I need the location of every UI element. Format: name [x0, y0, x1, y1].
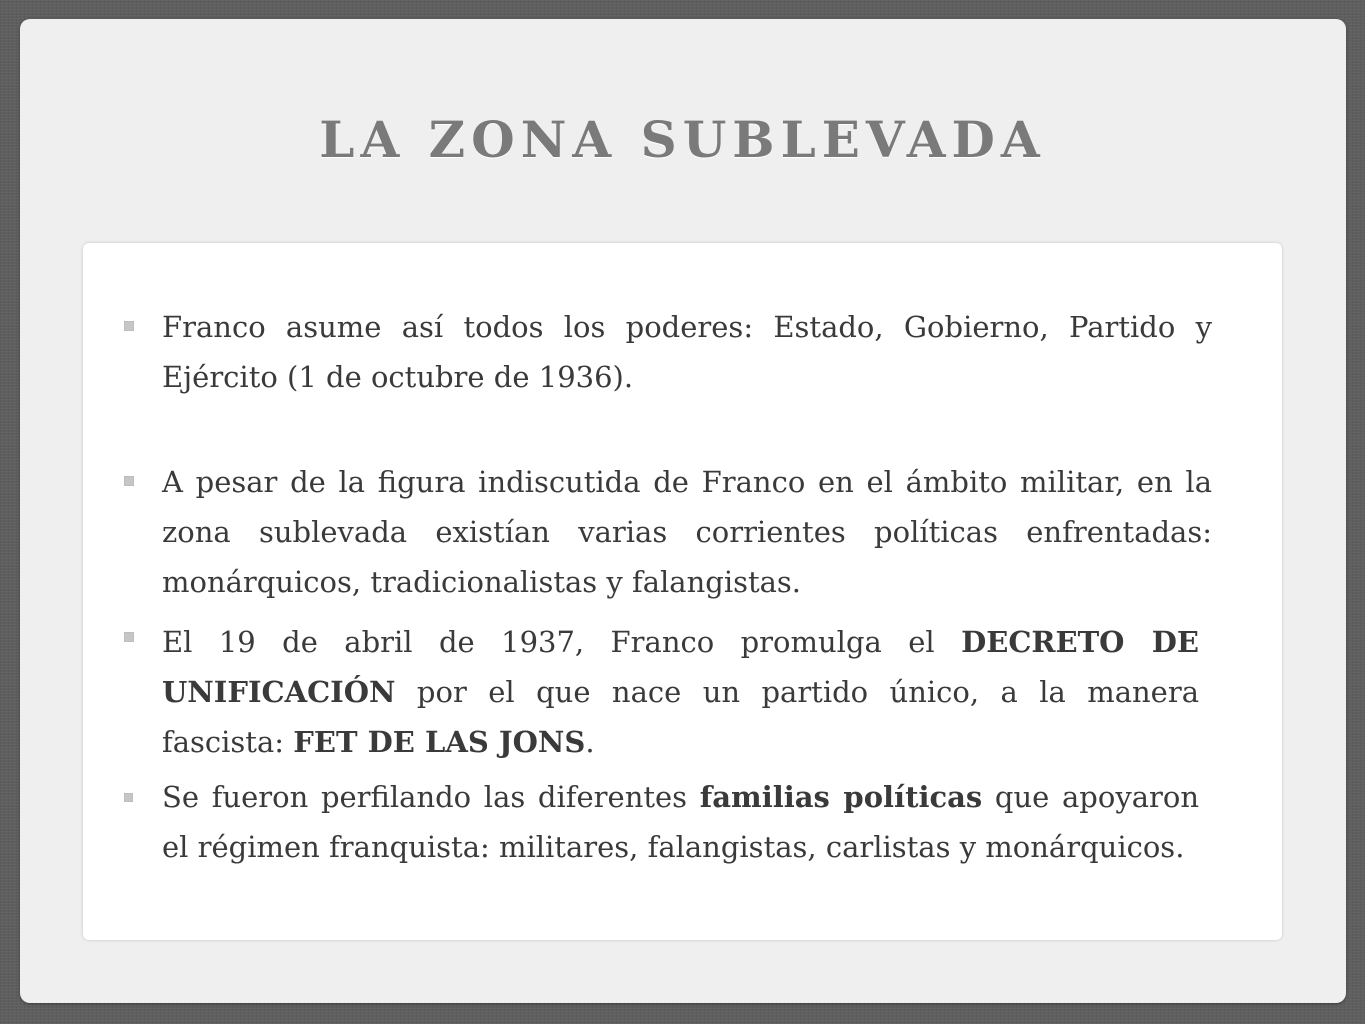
square-bullet-icon: [124, 321, 134, 331]
bullet-3-part-2: por el que nace un partido único, a la manera fascista:: [162, 675, 1199, 759]
slide-title: LA ZONA SUBLEVADA: [319, 110, 1046, 169]
bullet-text-3: [162, 617, 1199, 767]
square-bullet-icon: [124, 793, 133, 802]
bullet-4-part-1: Se fueron perfilando las diferentes: [162, 780, 700, 814]
bullet-4-part-2: que apoyaron el régimen franquista: militares, falangistas, carlistas y monárquicos.: [162, 780, 1199, 864]
square-bullet-icon: [124, 476, 134, 486]
bullet-text-4: [162, 772, 1199, 872]
political-families-term: familias políticas: [699, 780, 983, 814]
decree-name: DECRETO DE UNIFICACIÓN: [162, 625, 1199, 709]
bullet-3-part-1: El 19 de abril de 1937, Franco promulga el: [162, 625, 962, 659]
square-bullet-icon: [124, 632, 134, 642]
bullet-text-1: Franco asume así todos los poderes: Estado, Gobierno, Partido y Ejército (1 de octubre de 1936).: [162, 310, 1212, 394]
party-name: FET DE LAS JONS: [293, 725, 586, 759]
bullet-text-2: A pesar de la figura indiscutida de Franco en el ámbito militar, en la zona sublevada existían varias corrientes políticas enfrentadas: monárquicos, tradicionalistas y falangistas.: [162, 465, 1212, 599]
bullet-3-part-3: .: [585, 725, 595, 759]
